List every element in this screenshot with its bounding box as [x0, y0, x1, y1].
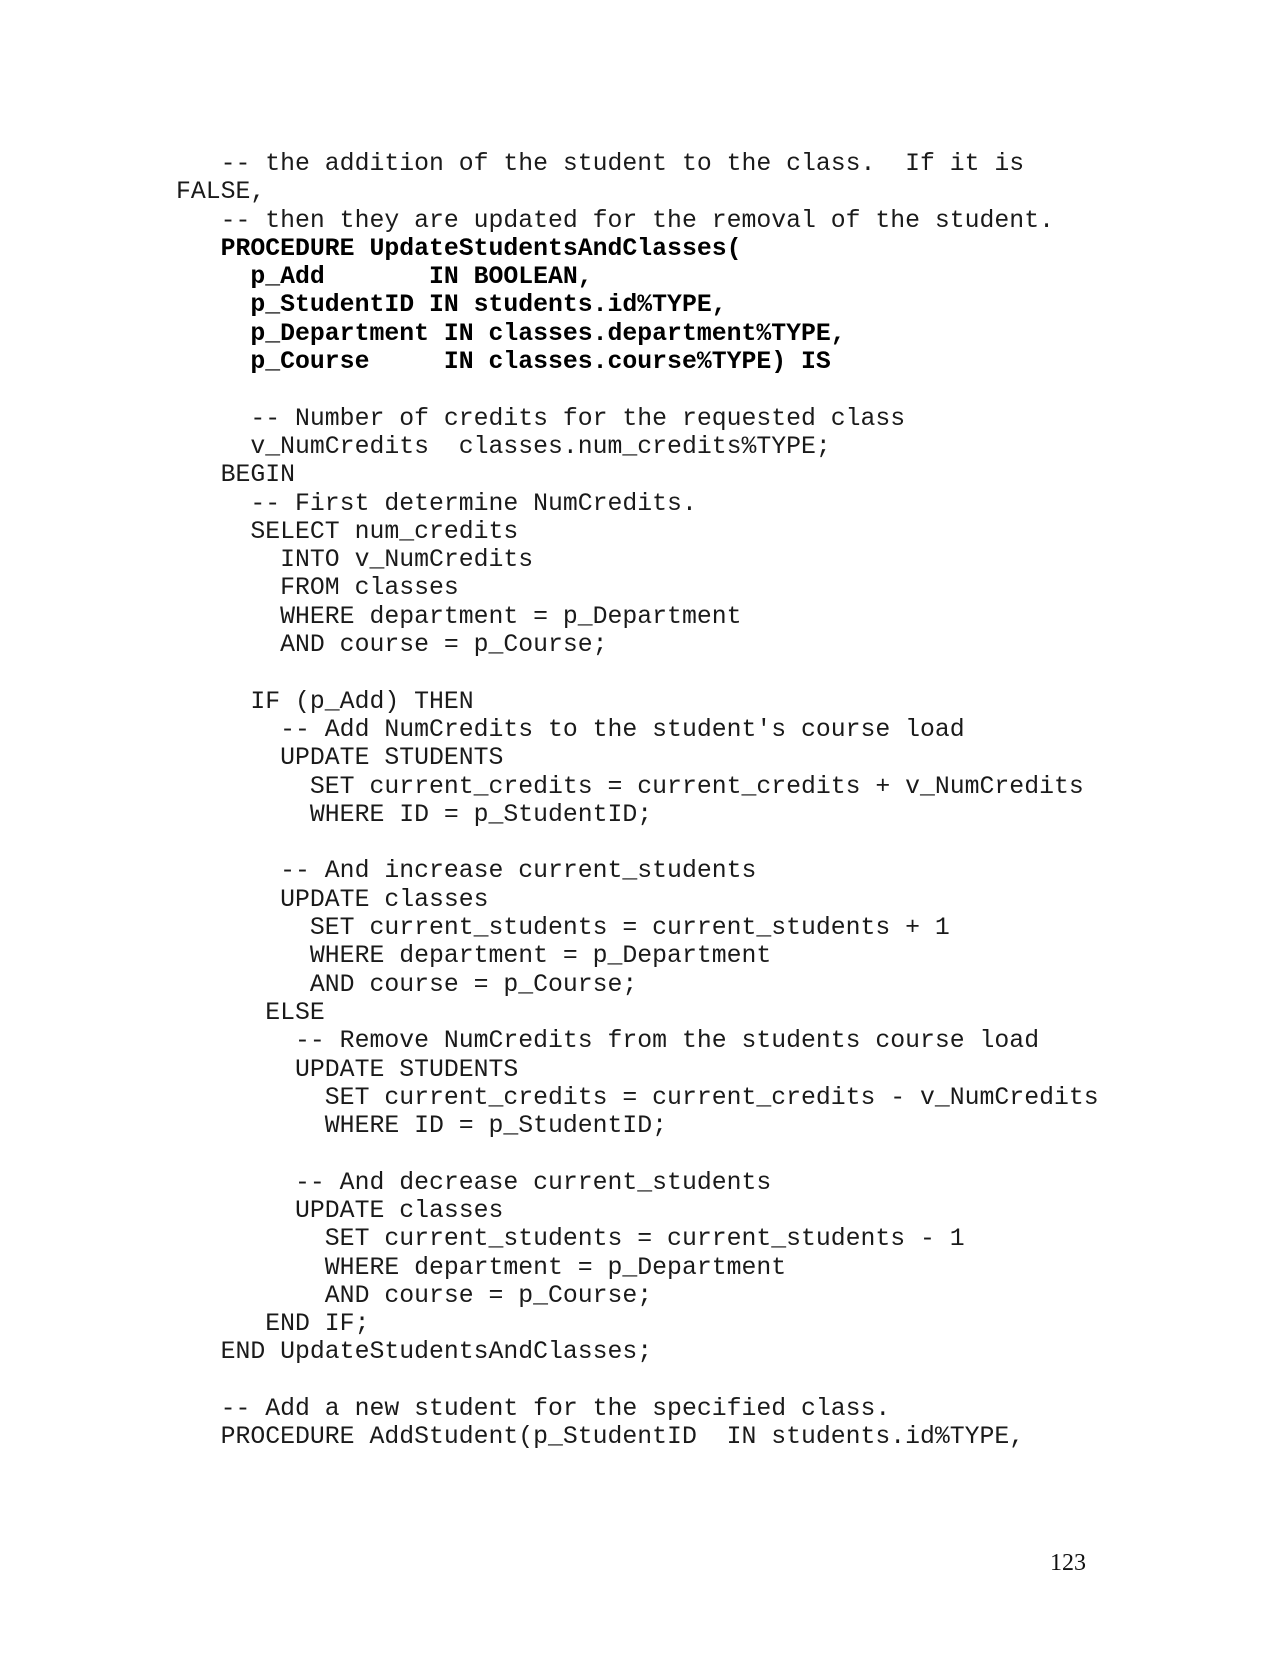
code-line: ELSE [176, 998, 325, 1027]
code-line: -- Remove NumCredits from the students course load [176, 1027, 1040, 1056]
code-line: SET current_students = current_students - 1 [176, 1225, 965, 1254]
code-line: UPDATE STUDENTS [176, 744, 504, 773]
code-line: p_Course IN classes.course%TYPE) IS [176, 348, 831, 377]
code-line: SELECT num_credits [176, 517, 519, 546]
code-line: -- the addition of the student to the class. If it is [176, 150, 1025, 178]
code-line: AND course = p_Course; [176, 631, 608, 660]
code-line [176, 1367, 1099, 1395]
code-line: FROM classes [176, 574, 459, 603]
code-listing [176, 150, 1099, 1452]
code-line [176, 659, 1099, 687]
code-line: PROCEDURE UpdateStudentsAndClasses( [176, 234, 742, 263]
code-line: -- Add NumCredits to the student's course load [176, 715, 965, 744]
code-line: INTO v_NumCredits [176, 546, 534, 575]
code-line: SET current_credits = current_credits - v_NumCredits [176, 1083, 1099, 1112]
code-line: PROCEDURE AddStudent(p_StudentID IN students.id%TYPE, [176, 1423, 1025, 1452]
code-line: p_Department IN classes.department%TYPE, [176, 319, 846, 348]
code-line: WHERE department = p_Department [176, 942, 772, 971]
code-line: WHERE department = p_Department [176, 1253, 787, 1282]
code-line: IF (p_Add) THEN [176, 687, 474, 716]
code-line: p_Add IN BOOLEAN, [176, 263, 593, 292]
code-line: UPDATE classes [176, 1196, 504, 1225]
code-line: SET current_credits = current_credits + v_NumCredits [176, 772, 1084, 801]
code-line: FALSE, [176, 178, 266, 207]
code-line: AND course = p_Course; [176, 970, 638, 999]
code-line: END UpdateStudentsAndClasses; [176, 1338, 653, 1367]
code-line: -- Add a new student for the specified class. [176, 1395, 891, 1424]
code-line: WHERE ID = p_StudentID; [176, 1112, 668, 1141]
code-line: UPDATE STUDENTS [176, 1055, 519, 1084]
code-line: AND course = p_Course; [176, 1281, 653, 1310]
code-line: BEGIN [176, 461, 296, 490]
code-line [176, 829, 1099, 857]
code-line [176, 376, 1099, 404]
code-line: WHERE ID = p_StudentID; [176, 800, 653, 829]
code-line: -- And decrease current_students [176, 1168, 772, 1197]
code-line: p_StudentID IN students.id%TYPE, [176, 291, 727, 320]
code-line: END IF; [176, 1310, 370, 1339]
code-line: -- Number of credits for the requested class [176, 404, 906, 433]
code-line: WHERE department = p_Department [176, 602, 742, 631]
code-line: v_NumCredits classes.num_credits%TYPE; [176, 432, 831, 461]
code-line: -- then they are updated for the removal of the student. [176, 206, 1054, 235]
code-line: SET current_students = current_students + 1 [176, 914, 950, 943]
code-line: -- First determine NumCredits. [176, 489, 697, 518]
code-line: -- And increase current_students [176, 857, 757, 886]
page-number: 123 [1050, 1550, 1086, 1576]
code-line [176, 1140, 1099, 1168]
code-line: UPDATE classes [176, 885, 489, 914]
